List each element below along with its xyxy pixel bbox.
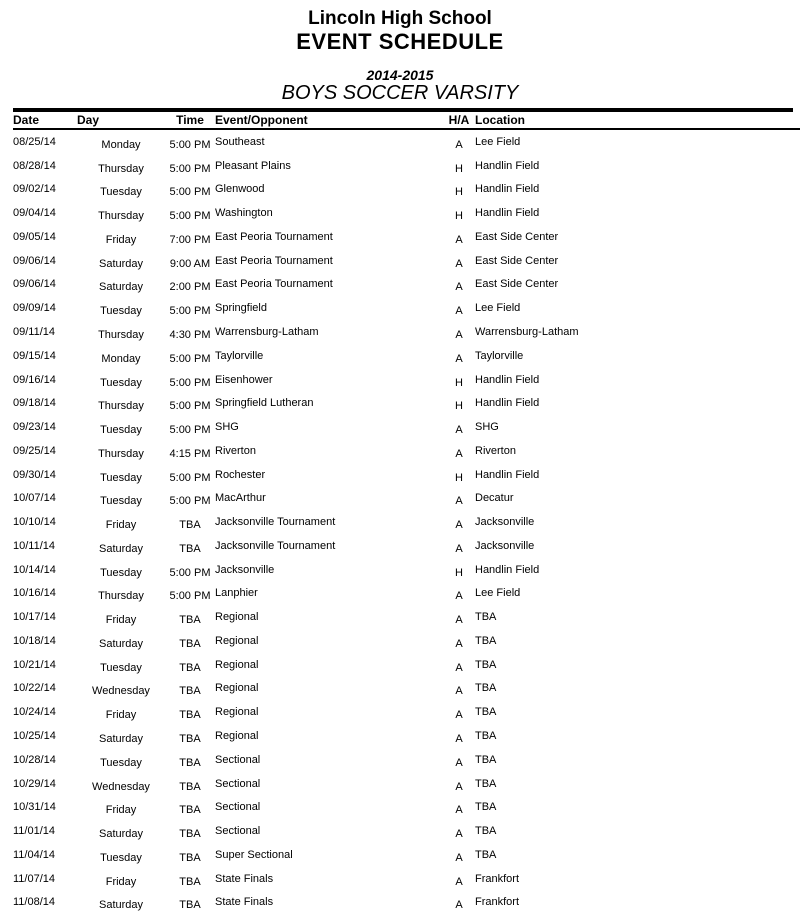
cell-date: 09/04/14 [13,207,56,220]
cell-ha: H [455,400,463,413]
cell-date: 11/07/14 [13,872,56,885]
cell-location: TBA [475,706,497,719]
cell-time: 5:00 PM [169,186,211,199]
cell-ha: H [455,162,463,175]
cell-day: Monday [101,138,141,151]
cell-location: Handlin Field [475,207,540,220]
cell-location: Frankfort [475,896,520,909]
schedule-row [13,510,800,534]
schedule-row [13,677,800,701]
cell-ha: A [455,851,463,864]
cell-ha: A [455,519,463,532]
cell-event: SHG [215,421,239,434]
cell-day: Friday [105,709,137,722]
cell-location: Jacksonville [475,516,535,529]
cell-time: TBA [179,804,201,817]
cell-ha: A [455,424,463,437]
cell-time: TBA [179,756,201,769]
schedule-row [13,129,800,154]
cell-time: 5:00 PM [169,352,211,365]
cell-location: Lee Field [475,302,521,315]
cell-day: Friday [105,875,137,888]
cell-date: 10/17/14 [13,611,56,624]
cell-location: Taylorville [475,349,524,362]
cell-time: 5:00 PM [169,495,211,508]
cell-date: 10/29/14 [13,777,56,790]
cell-time: 4:15 PM [169,447,211,460]
cell-event: Regional [215,658,259,671]
column-header-location: Location [475,113,525,127]
cell-date: 08/25/14 [13,135,56,148]
cell-day: Tuesday [100,566,142,579]
cell-location: Handlin Field [475,373,540,386]
schedule-row [13,368,800,392]
cell-ha: A [455,733,463,746]
cell-date: 10/31/14 [13,801,56,814]
schedule-row [13,843,800,867]
cell-time: 5:00 PM [169,566,211,579]
schedule-row [13,320,800,344]
cell-day: Tuesday [100,424,142,437]
column-header-event: Event/Opponent [215,113,308,127]
cell-location: Lee Field [475,587,521,600]
cell-date: 10/22/14 [13,682,56,695]
cell-date: 11/08/14 [13,896,56,909]
cell-location: SHG [475,421,499,434]
cell-time: TBA [179,828,201,841]
schedule-row [13,463,800,487]
cell-location: Handlin Field [475,563,540,576]
cell-ha: A [455,661,463,674]
column-header-time: Time [176,113,204,127]
cell-time: 5:00 PM [169,162,211,175]
cell-day: Thursday [98,210,144,223]
cell-day: Friday [105,519,137,532]
schedule-row [13,178,800,202]
cell-event: Jacksonville [215,563,275,576]
cell-day: Tuesday [100,495,142,508]
cell-date: 10/28/14 [13,753,56,766]
cell-event: East Peoria Tournament [215,278,333,291]
cell-ha: A [455,780,463,793]
cell-location: Warrensburg-Latham [475,326,579,338]
cell-ha: A [455,447,463,460]
cell-date: 10/18/14 [13,634,56,647]
cell-ha: A [455,804,463,817]
cell-date: 11/04/14 [13,848,56,861]
cell-ha: H [455,376,463,389]
cell-day: Wednesday [92,685,150,698]
column-header-row [13,112,800,129]
cell-date: 11/01/14 [13,825,56,838]
page-title: EVENT SCHEDULE [296,29,504,54]
cell-date: 10/11/14 [13,539,56,552]
cell-ha: A [455,329,463,341]
schedule-table-section [13,108,800,914]
cell-day: Friday [105,614,137,627]
cell-location: Decatur [475,492,514,505]
schedule-row [13,249,800,273]
cell-event: Lanphier [215,587,258,600]
schedule-row [13,273,800,297]
column-header-date: Date [13,113,40,127]
cell-day: Saturday [98,257,144,270]
cell-time: TBA [179,614,201,627]
cell-ha: A [455,828,463,841]
cell-time: 5:00 PM [169,305,211,318]
cell-location: TBA [475,777,497,790]
cell-location: TBA [475,730,497,743]
cell-day: Saturday [98,899,144,912]
cell-time: TBA [179,542,201,555]
cell-date: 10/21/14 [13,658,56,671]
cell-event: State Finals [215,896,274,909]
schedule-row [13,558,800,582]
cell-event: Riverton [215,444,256,457]
cell-day: Saturday [98,637,144,650]
schedule-row [13,344,800,368]
cell-ha: A [455,899,463,912]
cell-event: Warrensburg-Latham [215,326,319,338]
cell-location: TBA [475,658,497,671]
cell-event: Rochester [215,468,266,481]
cell-event: Regional [215,682,259,695]
cell-time: 5:00 PM [169,590,211,603]
cell-time: 7:00 PM [169,233,211,246]
cell-event: East Peoria Tournament [215,254,333,267]
schedule-row [13,154,800,178]
cell-day: Wednesday [92,780,150,793]
schedule-row [13,891,800,915]
cell-date: 09/25/14 [13,444,56,457]
cell-day: Tuesday [100,186,142,199]
column-header-ha: H/A [448,113,470,127]
cell-ha: A [455,138,463,151]
cell-event: MacArthur [215,492,266,505]
schedule-row [13,391,800,415]
cell-location: Riverton [475,444,516,457]
cell-location: TBA [475,682,497,695]
cell-time: TBA [179,661,201,674]
cell-day: Tuesday [100,305,142,318]
cell-time: 5:00 PM [169,376,211,389]
cell-time: 5:00 PM [169,400,211,413]
cell-ha: A [455,305,463,318]
cell-event: Eisenhower [215,373,273,386]
page-header [0,0,800,104]
cell-location: Jacksonville [475,539,535,552]
cell-date: 09/02/14 [13,183,56,196]
cell-event: Sectional [215,801,261,814]
team-label: BOYS SOCCER VARSITY [281,82,519,104]
cell-day: Tuesday [100,376,142,389]
cell-ha: H [455,471,463,484]
cell-ha: A [455,709,463,722]
column-header-day: Day [77,113,100,127]
cell-time: TBA [179,519,201,532]
schedule-row [13,795,800,819]
cell-event: Southeast [215,135,265,148]
schedule-row [13,867,800,891]
cell-event: Jacksonville Tournament [215,516,336,529]
cell-ha: A [455,542,463,555]
cell-day: Saturday [98,733,144,746]
cell-ha: A [455,352,463,365]
schedule-row [13,772,800,796]
cell-location: East Side Center [475,278,559,291]
schedule-row [13,439,800,463]
cell-time: TBA [179,709,201,722]
cell-location: Frankfort [475,872,520,885]
cell-location: East Side Center [475,254,559,267]
schedule-row [13,225,800,249]
schedule-row [13,653,800,677]
cell-time: 5:00 PM [169,471,211,484]
cell-location: TBA [475,825,497,838]
cell-day: Friday [105,804,137,817]
cell-day: Thursday [98,329,144,341]
cell-day: Monday [101,352,141,365]
cell-location: TBA [475,634,497,647]
cell-ha: A [455,590,463,603]
cell-date: 10/10/14 [13,516,56,529]
schedule-row [13,748,800,772]
schedule-row [13,486,800,510]
cell-date: 09/30/14 [13,468,56,481]
cell-ha: A [455,257,463,270]
cell-time: 4:30 PM [169,329,211,341]
schedule-row [13,296,800,320]
cell-event: Glenwood [215,183,265,196]
cell-day: Thursday [98,590,144,603]
cell-day: Thursday [98,400,144,413]
cell-day: Saturday [98,281,144,294]
cell-date: 10/14/14 [13,563,56,576]
schedule-row [13,700,800,724]
schedule-row [13,415,800,439]
cell-date: 10/24/14 [13,706,56,719]
cell-day: Friday [105,233,137,246]
season-label: 2014-2015 [366,67,434,83]
cell-day: Tuesday [100,756,142,769]
cell-day: Saturday [98,542,144,555]
cell-event: Regional [215,611,259,624]
cell-date: 09/23/14 [13,421,56,434]
cell-event: Sectional [215,777,261,790]
cell-date: 10/07/14 [13,492,56,505]
cell-time: 2:00 PM [169,281,211,294]
schedule-body [13,129,800,914]
cell-event: Sectional [215,753,261,766]
cell-time: TBA [179,899,201,912]
schedule-row [13,724,800,748]
cell-location: East Side Center [475,230,559,243]
cell-location: Handlin Field [475,159,540,172]
cell-time: 5:00 PM [169,210,211,223]
cell-date: 09/06/14 [13,278,56,291]
cell-event: Regional [215,706,259,719]
cell-date: 09/15/14 [13,349,56,362]
cell-day: Tuesday [100,661,142,674]
cell-location: Handlin Field [475,397,540,410]
schedule-row [13,201,800,225]
cell-location: Handlin Field [475,468,540,481]
cell-location: TBA [475,848,497,861]
cell-event: Taylorville [215,349,264,362]
cell-event: Super Sectional [215,848,293,861]
cell-date: 09/06/14 [13,254,56,267]
cell-day: Thursday [98,447,144,460]
schedule-row [13,819,800,843]
cell-ha: H [455,210,463,223]
cell-event: Springfield Lutheran [215,397,314,410]
cell-event: Sectional [215,825,261,838]
cell-date: 09/16/14 [13,373,56,386]
cell-time: TBA [179,733,201,746]
cell-ha: A [455,614,463,627]
schedule-row [13,629,800,653]
cell-time: 9:00 AM [169,257,211,270]
cell-time: TBA [179,875,201,888]
schedule-row [13,582,800,606]
cell-event: Jacksonville Tournament [215,539,336,552]
cell-event: Springfield [215,302,267,315]
cell-event: Washington [215,207,273,220]
cell-event: East Peoria Tournament [215,230,333,243]
cell-time: TBA [179,685,201,698]
cell-time: 5:00 PM [169,424,211,437]
cell-date: 09/05/14 [13,230,56,243]
cell-event: Regional [215,634,259,647]
cell-location: TBA [475,611,497,624]
cell-location: Lee Field [475,135,521,148]
cell-ha: A [455,637,463,650]
cell-location: TBA [475,801,497,814]
cell-time: 5:00 PM [169,138,211,151]
cell-event: Pleasant Plains [215,159,291,172]
cell-day: Tuesday [100,851,142,864]
cell-date: 08/28/14 [13,159,56,172]
cell-date: 10/16/14 [13,587,56,600]
cell-time: TBA [179,851,201,864]
cell-time: TBA [179,780,201,793]
cell-ha: A [455,281,463,294]
cell-date: 09/18/14 [13,397,56,410]
cell-ha: H [455,566,463,579]
cell-ha: A [455,233,463,246]
cell-date: 09/09/14 [13,302,56,315]
schedule-row [13,605,800,629]
cell-day: Thursday [98,162,144,175]
cell-ha: A [455,685,463,698]
cell-ha: A [455,495,463,508]
schedule-row [13,534,800,558]
cell-date: 10/25/14 [13,730,56,743]
cell-date: 09/11/14 [13,326,56,338]
cell-event: State Finals [215,872,274,885]
cell-day: Saturday [98,828,144,841]
cell-ha: H [455,186,463,199]
cell-ha: A [455,756,463,769]
school-name: Lincoln High School [308,8,492,29]
cell-ha: A [455,875,463,888]
cell-time: TBA [179,637,201,650]
cell-location: Handlin Field [475,183,540,196]
schedule-table [13,112,800,914]
cell-day: Tuesday [100,471,142,484]
cell-event: Regional [215,730,259,743]
cell-location: TBA [475,753,497,766]
